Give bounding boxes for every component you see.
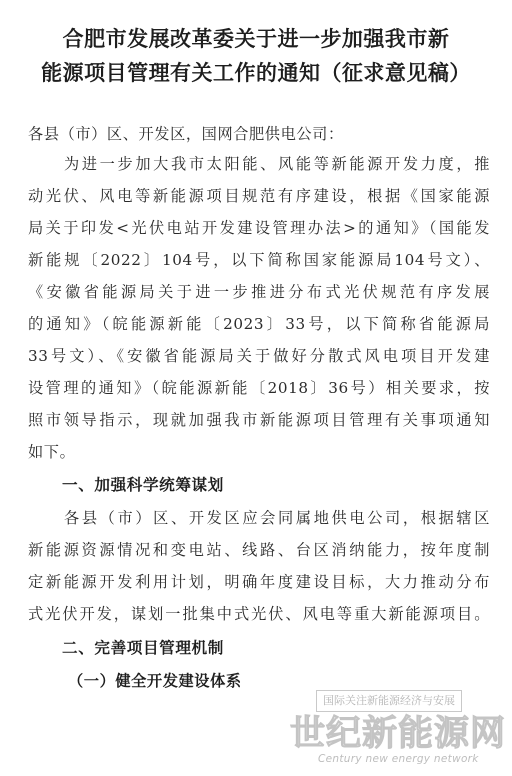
document-title-line-1: 合肥市发展改革委关于进一步加强我市新	[62, 27, 450, 51]
paragraph-line: 新能规〔2022〕104号，以下简称国家能源局104号文）、	[28, 251, 490, 269]
section-1-heading: 一、加强科学统筹谋划	[62, 476, 224, 494]
paragraph-line: 式光伏开发，谋划一批集中式光伏、风电等重大新能源项目。	[28, 605, 490, 623]
paragraph-line: 为进一步加大我市太阳能、风能等新能源开发力度，推	[64, 155, 490, 173]
document-title-line-2: 能源项目管理有关工作的通知（征求意见稿）	[41, 61, 471, 85]
section-2-heading: 二、完善项目管理机制	[62, 639, 224, 657]
paragraph-line: 照市领导指示，现就加强我市新能源项目管理有关事项通知	[28, 411, 490, 429]
paragraph-line: 局关于印发<光伏电站开发建设管理办法>的通知》（国能发	[28, 219, 490, 237]
watermark-english: Century new energy network	[318, 753, 479, 765]
paragraph-line: 动光伏、风电等新能源项目规范有序建设，根据《国家能源	[28, 187, 490, 205]
watermark-tagline: 国际关注新能源经济与安展	[316, 690, 462, 712]
paragraph-line: 定新能源开发利用计划，明确年度建设目标，大力推动分布	[28, 573, 490, 591]
paragraph-line: 《安徽省能源局关于进一步推进分布式光伏规范有序发展	[28, 283, 490, 301]
watermark-logo: 世纪新能源网	[290, 713, 507, 754]
paragraph-line: 设管理的通知》（皖能源新能〔2018〕36号）相关要求，按	[28, 379, 490, 397]
paragraph-line: 新能源资源情况和变电站、线路、台区消纳能力，按年度制	[28, 541, 490, 559]
section-2-subheading-1: （一）健全开发建设体系	[68, 672, 242, 690]
paragraph-line: 33号文）、《安徽省能源局关于做好分散式风电项目开发建	[28, 347, 490, 365]
paragraph-line: 各县（市）区、开发区应会同属地供电公司，根据辖区	[64, 509, 490, 527]
paragraph-line: 的通知》（皖能源新能〔2023〕33号，以下简称省能源局	[28, 315, 490, 333]
paragraph-line: 如下。	[28, 443, 76, 461]
salutation: 各县（市）区、开发区，国网合肥供电公司：	[28, 125, 344, 143]
